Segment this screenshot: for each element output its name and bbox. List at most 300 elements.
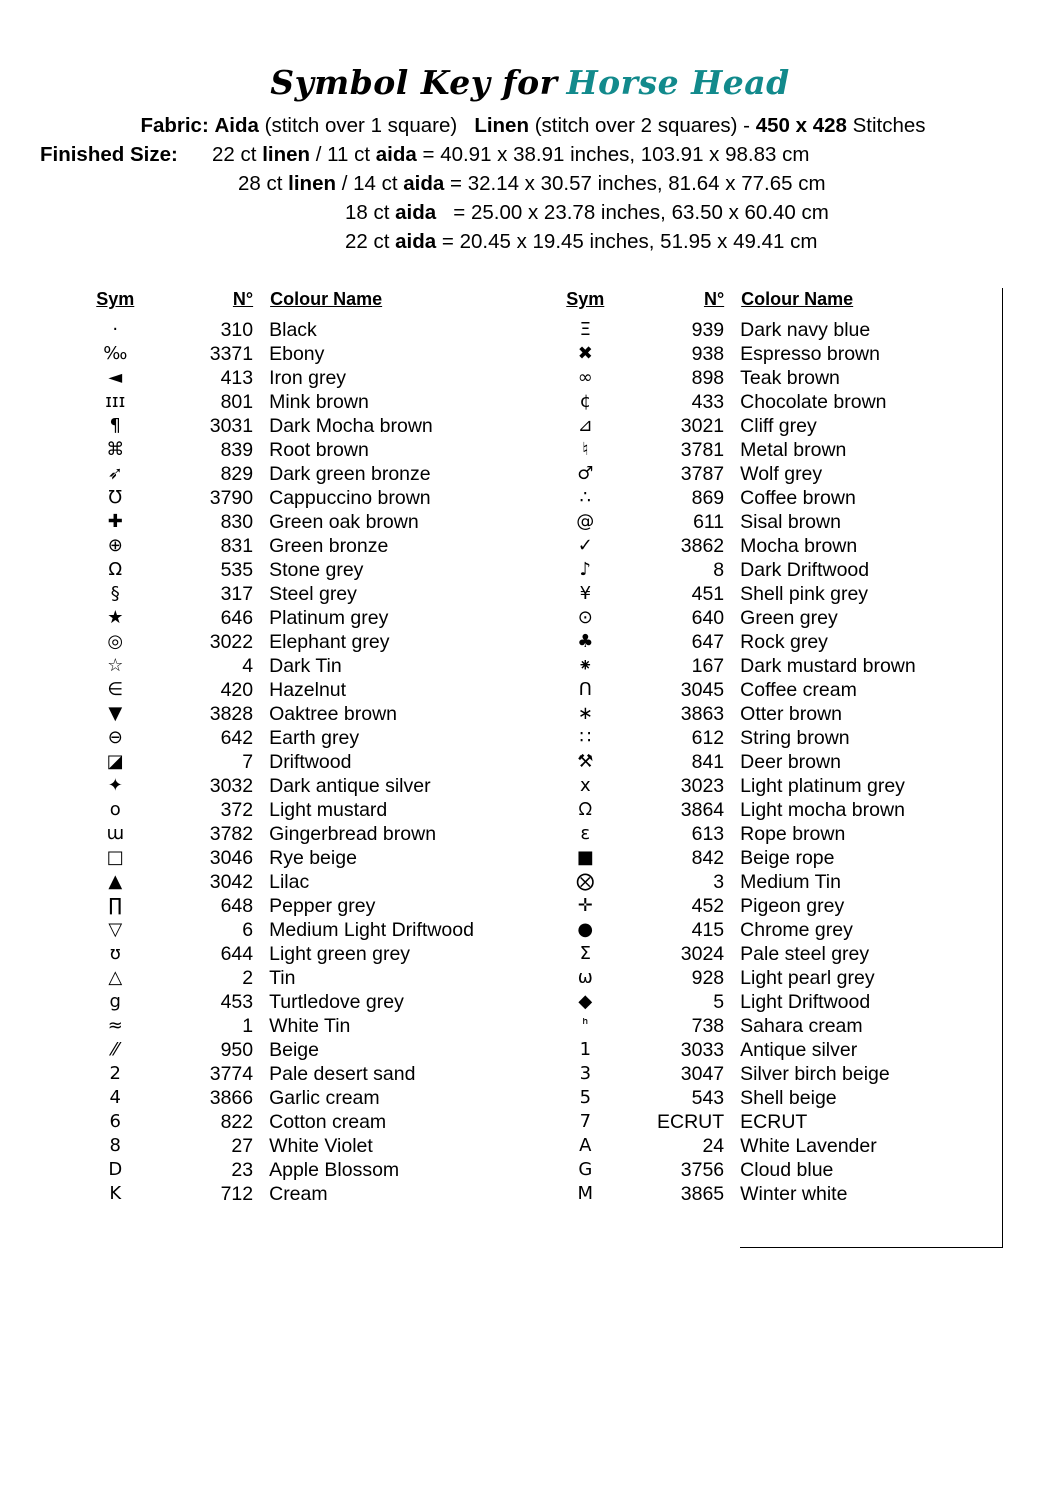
size-material-a-1: linen [262, 143, 311, 167]
table-row [78, 702, 548, 726]
title-prefix: Symbol Key for [270, 63, 558, 102]
table-row [78, 846, 548, 870]
colour-name: Teak brown [740, 367, 840, 389]
stitch-count: 450 x 428 [755, 114, 847, 137]
colour-number: 433 [691, 391, 725, 413]
colour-number: 3828 [209, 703, 254, 725]
table-row [78, 678, 548, 702]
table-row [78, 630, 548, 654]
colour-number: 3781 [680, 439, 725, 461]
colour-name: Root brown [269, 439, 369, 461]
colour-symbol: ♂ [577, 463, 594, 484]
colour-name: Turtledove grey [269, 991, 404, 1013]
colour-symbol: ◪ [106, 751, 124, 772]
colour-name: Ebony [269, 343, 325, 365]
symbol-key-table [0, 288, 1060, 1206]
colour-name: Dark navy blue [740, 319, 871, 341]
colour-symbol: M [577, 1183, 594, 1204]
size-value-3: 25.00 x 23.78 inches, 63.50 x 60.40 cm [470, 201, 829, 225]
colour-number: 3790 [209, 487, 254, 509]
table-row [78, 1110, 548, 1134]
size-separator-1: / [315, 143, 322, 167]
colour-symbol: 6 [109, 1111, 121, 1132]
stitch-count-suffix: Stitches [852, 114, 926, 137]
table-row [548, 894, 1018, 918]
size-equals-4: = [441, 230, 454, 254]
colour-name: Chocolate brown [740, 391, 887, 413]
colour-symbol: 4 [109, 1087, 121, 1108]
table-row [78, 1182, 548, 1206]
table-row [78, 918, 548, 942]
colour-symbol: ʊ [109, 943, 121, 964]
colour-name: Rock grey [740, 631, 828, 653]
colour-number: 3047 [680, 1063, 725, 1085]
colour-symbol: ⨂ [576, 871, 595, 892]
colour-name: Coffee cream [740, 679, 857, 701]
fabric-info [0, 111, 1060, 257]
table-row [548, 558, 1018, 582]
table-row [78, 438, 548, 462]
size-value-1: 40.91 x 38.91 inches, 103.91 x 98.83 cm [440, 143, 810, 167]
header-name-left: Colour Name [270, 289, 383, 309]
size-separator-2: / [341, 172, 348, 196]
table-row [548, 966, 1018, 990]
colour-symbol: ≈ [107, 1015, 123, 1036]
colour-name: White Violet [269, 1135, 373, 1157]
colour-number: 415 [691, 919, 725, 941]
colour-number: 3782 [209, 823, 254, 845]
colour-name: Iron grey [269, 367, 347, 389]
colour-number: 6 [242, 919, 254, 941]
colour-number: 535 [220, 559, 254, 581]
colour-symbol: ∷ [579, 727, 592, 748]
colour-number: 939 [691, 319, 725, 341]
colour-symbol: ω [577, 967, 593, 988]
colour-symbol: ¥ [579, 583, 592, 604]
colour-name: Cappuccino brown [269, 487, 431, 509]
table-row [78, 942, 548, 966]
finished-size-line-2 [0, 169, 1060, 198]
colour-number: 3024 [680, 943, 725, 965]
colour-number: 822 [220, 1111, 254, 1133]
colour-name: Platinum grey [269, 607, 389, 629]
colour-symbol: ✚ [107, 511, 123, 532]
table-row [548, 1014, 1018, 1038]
colour-number: 831 [220, 535, 254, 557]
colour-symbol: ɪɪɪ [105, 391, 126, 412]
table-row [548, 702, 1018, 726]
size-value-2: 32.14 x 30.57 inches, 81.64 x 77.65 cm [467, 172, 826, 196]
colour-symbol: ★ [107, 607, 124, 628]
size-count-b-2: 14 ct [353, 172, 398, 196]
colour-number: 7 [242, 751, 254, 773]
colour-name: Light platinum grey [740, 775, 905, 797]
table-row [78, 798, 548, 822]
colour-name: Mocha brown [740, 535, 858, 557]
table-row [78, 1158, 548, 1182]
size-value-4: 20.45 x 19.45 inches, 51.95 x 49.41 cm [459, 230, 818, 254]
colour-number: 3032 [209, 775, 254, 797]
table-row [548, 1038, 1018, 1062]
colour-symbol: ⁄⁄ [112, 1039, 119, 1060]
table-row [548, 1086, 1018, 1110]
colour-number: 640 [691, 607, 725, 629]
colour-symbol: ɛ [580, 823, 591, 844]
finished-size-line-4 [0, 227, 1060, 256]
colour-number: 3023 [680, 775, 725, 797]
colour-name: Light Driftwood [740, 991, 871, 1013]
colour-number: 801 [220, 391, 254, 413]
colour-number: 420 [220, 679, 254, 701]
colour-name: Tin [269, 967, 296, 989]
size-material-a-2: linen [288, 172, 336, 196]
colour-name: Cloud blue [740, 1159, 834, 1181]
table-row [548, 822, 1018, 846]
table-row [548, 414, 1018, 438]
table-row [78, 726, 548, 750]
size-count-b-3: 18 ct [345, 201, 390, 225]
colour-name: Lilac [269, 871, 310, 893]
colour-number: 3021 [680, 415, 725, 437]
colour-symbol: g [109, 991, 121, 1012]
header-symbol-right: Sym [566, 289, 605, 309]
colour-name: Cliff grey [740, 415, 817, 437]
colour-symbol: ¢ [579, 391, 592, 412]
colour-symbol: ℧ [108, 487, 123, 508]
colour-number: 3042 [209, 871, 254, 893]
colour-name: Stone grey [269, 559, 364, 581]
colour-number: 938 [691, 343, 725, 365]
colour-name: Shell pink grey [740, 583, 869, 605]
colour-symbol: ♪ [579, 559, 592, 580]
colour-symbol: ⊕ [107, 535, 123, 556]
colour-symbol: ▲ [108, 871, 123, 892]
colour-name: Wolf grey [740, 463, 823, 485]
table-row [78, 510, 548, 534]
colour-number: 3033 [680, 1039, 725, 1061]
colour-name: Chrome grey [740, 919, 853, 941]
key-frame-bottom-rule [740, 1247, 1003, 1248]
colour-symbol: ◎ [107, 631, 124, 652]
table-row [548, 630, 1018, 654]
colour-number: 3031 [209, 415, 254, 437]
page-title [0, 63, 1060, 102]
colour-number: 738 [691, 1015, 725, 1037]
colour-symbol: 1 [579, 1039, 592, 1060]
colour-symbol: @ [576, 511, 595, 532]
header-number-right: N° [703, 289, 725, 309]
fabric-linen-note: (stitch over 2 squares) - [534, 114, 751, 137]
colour-symbol: ☆ [107, 655, 124, 676]
colour-symbol: ⁕ [577, 655, 593, 676]
header-symbol-left: Sym [96, 289, 135, 309]
colour-symbol: ✛ [577, 895, 593, 916]
colour-number: 612 [691, 727, 725, 749]
size-count-a-1: 22 ct [212, 143, 257, 167]
finished-size-label: Finished Size: [40, 143, 178, 167]
table-row [78, 414, 548, 438]
table-row [548, 1134, 1018, 1158]
colour-number: 24 [702, 1135, 725, 1157]
key-column-left [78, 288, 548, 1206]
colour-number: 646 [220, 607, 254, 629]
table-row [78, 582, 548, 606]
colour-symbol: ■ [576, 847, 594, 868]
colour-name: Antique silver [740, 1039, 858, 1061]
colour-number: 3862 [680, 535, 725, 557]
colour-symbol: ∗ [577, 703, 593, 724]
table-row [78, 822, 548, 846]
colour-number: 27 [231, 1135, 254, 1157]
table-row [78, 894, 548, 918]
size-equals-3: = [453, 201, 466, 225]
colour-name: Rope brown [740, 823, 846, 845]
table-row [78, 486, 548, 510]
table-row [548, 918, 1018, 942]
colour-name: White Tin [269, 1015, 351, 1037]
colour-symbol: 5 [579, 1087, 592, 1108]
colour-symbol: ɯ [106, 823, 125, 844]
table-row [548, 1062, 1018, 1086]
colour-number: 3022 [209, 631, 254, 653]
colour-symbol: ⊿ [577, 415, 593, 436]
colour-name: Mink brown [269, 391, 369, 413]
size-equals-2: = [450, 172, 462, 196]
table-row [78, 366, 548, 390]
colour-name: Sisal brown [740, 511, 841, 533]
colour-number: 372 [220, 799, 254, 821]
table-row [548, 606, 1018, 630]
colour-name: Otter brown [740, 703, 843, 725]
colour-number: 5 [713, 991, 725, 1013]
colour-symbol: § [110, 583, 120, 604]
colour-number: 3866 [209, 1087, 254, 1109]
colour-symbol: x [579, 775, 591, 796]
table-row [548, 438, 1018, 462]
colour-symbol: G [578, 1159, 593, 1180]
table-row [548, 390, 1018, 414]
table-row [548, 582, 1018, 606]
colour-symbol: ◄ [108, 367, 123, 388]
colour-symbol: Ξ [579, 319, 591, 340]
table-row [78, 654, 548, 678]
table-row [78, 990, 548, 1014]
colour-name: Cream [269, 1183, 328, 1205]
table-row [548, 798, 1018, 822]
colour-name: Black [269, 319, 317, 341]
size-count-b-4: 22 ct [345, 230, 390, 254]
colour-name: ECRUT [740, 1111, 808, 1133]
colour-name: Dark Mocha brown [269, 415, 433, 437]
colour-name: Hazelnut [269, 679, 347, 701]
size-equals-1: = [422, 143, 435, 167]
colour-number: 317 [220, 583, 254, 605]
colour-number: 167 [691, 655, 725, 677]
colour-name: Light green grey [269, 943, 411, 965]
colour-name: Beige rope [740, 847, 835, 869]
colour-symbol: ◆ [578, 991, 593, 1012]
colour-symbol: ➶ [107, 463, 123, 484]
colour-number: 413 [220, 367, 254, 389]
colour-name: Rye beige [269, 847, 357, 869]
colour-name: Coffee brown [740, 487, 856, 509]
size-material-b-1: aida [375, 143, 417, 167]
colour-name: Dark Tin [269, 655, 342, 677]
colour-symbol: ᑎ [578, 679, 592, 700]
colour-number: 1 [242, 1015, 254, 1037]
table-row [78, 318, 548, 342]
colour-symbol: ⊖ [107, 727, 123, 748]
colour-number: 451 [691, 583, 725, 605]
colour-name: Beige [269, 1039, 319, 1061]
table-row [548, 654, 1018, 678]
colour-name: Oaktree brown [269, 703, 398, 725]
table-row [78, 534, 548, 558]
finished-size-line-3 [0, 198, 1060, 227]
table-row [548, 774, 1018, 798]
colour-name: Pepper grey [269, 895, 376, 917]
colour-number: 841 [691, 751, 725, 773]
colour-number: 869 [691, 487, 725, 509]
colour-name: Medium Light Driftwood [269, 919, 474, 941]
colour-number: 3756 [680, 1159, 725, 1181]
table-row [548, 342, 1018, 366]
colour-number: 3046 [209, 847, 254, 869]
colour-symbol: ⚒ [577, 751, 594, 772]
key-frame-right-rule [1002, 288, 1003, 1248]
table-row [78, 774, 548, 798]
colour-number: 3864 [680, 799, 725, 821]
colour-number: 2 [242, 967, 254, 989]
colour-symbol: ✦ [107, 775, 123, 796]
colour-number: 712 [220, 1183, 254, 1205]
colour-number: 23 [231, 1159, 254, 1181]
colour-name: Light pearl grey [740, 967, 875, 989]
fabric-aida-note: (stitch over 1 square) [264, 114, 458, 137]
table-row [78, 750, 548, 774]
fabric-aida: Aida [214, 114, 259, 137]
colour-symbol: □ [106, 847, 124, 868]
size-count-a-2: 28 ct [238, 172, 283, 196]
fabric-linen: Linen [474, 114, 529, 137]
size-count-b-1: 11 ct [327, 143, 371, 167]
colour-name: Dark antique silver [269, 775, 431, 797]
colour-number: 829 [220, 463, 254, 485]
colour-symbol: A [579, 1135, 592, 1156]
colour-symbol: ⊙ [577, 607, 593, 628]
colour-symbol: ✓ [577, 535, 593, 556]
colour-number: 453 [220, 991, 254, 1013]
table-row [548, 870, 1018, 894]
colour-symbol: 7 [579, 1111, 592, 1132]
colour-number: 3863 [680, 703, 725, 725]
colour-name: Cotton cream [269, 1111, 387, 1133]
colour-symbol: ᘯ [578, 799, 593, 820]
colour-name: Dark green bronze [269, 463, 431, 485]
colour-name: String brown [740, 727, 850, 749]
colour-symbol: D [108, 1159, 123, 1180]
colour-number: 642 [220, 727, 254, 749]
fabric-label: Fabric: [140, 114, 209, 137]
table-row [548, 1110, 1018, 1134]
colour-symbol: ∞ [577, 367, 593, 388]
colour-name: Light mustard [269, 799, 388, 821]
table-row [78, 390, 548, 414]
colour-number: 898 [691, 367, 725, 389]
colour-name: Dark Driftwood [740, 559, 870, 581]
colour-symbol: ♮ [582, 439, 589, 460]
table-row [78, 558, 548, 582]
finished-size-line-1 [0, 140, 1060, 169]
colour-number: 4 [242, 655, 254, 677]
colour-number: 644 [220, 943, 254, 965]
colour-name: White Lavender [740, 1135, 877, 1157]
colour-symbol: ⌘ [106, 439, 125, 460]
table-row [78, 462, 548, 486]
colour-number: 3865 [680, 1183, 725, 1205]
colour-symbol: ᑋ [582, 1015, 589, 1036]
colour-name: Silver birch beige [740, 1063, 890, 1085]
table-row [548, 678, 1018, 702]
fabric-line [0, 111, 1060, 140]
table-row [78, 342, 548, 366]
colour-symbol: ✖ [577, 343, 593, 364]
size-material-b-4: aida [395, 230, 437, 254]
colour-name: Shell beige [740, 1087, 837, 1109]
colour-name: Deer brown [740, 751, 841, 773]
colour-symbol: ∈ [107, 679, 124, 700]
colour-name: Light mocha brown [740, 799, 905, 821]
colour-symbol: ∴ [579, 487, 592, 508]
colour-name: Green bronze [269, 535, 389, 557]
colour-name: Elephant grey [269, 631, 390, 653]
colour-name: Earth grey [269, 727, 360, 749]
table-row [548, 942, 1018, 966]
colour-number: 3787 [680, 463, 725, 485]
colour-symbol: ♣ [577, 631, 594, 652]
colour-name: Dark mustard brown [740, 655, 916, 677]
table-row [548, 318, 1018, 342]
colour-symbol: ‰ [103, 343, 128, 364]
table-row [548, 1182, 1018, 1206]
colour-name: Medium Tin [740, 871, 841, 893]
colour-number: ECRUT [656, 1111, 725, 1133]
colour-number: 543 [691, 1087, 725, 1109]
colour-number: 830 [220, 511, 254, 533]
colour-number: 3371 [209, 343, 254, 365]
key-column-right [548, 288, 1018, 1206]
table-row [548, 510, 1018, 534]
colour-number: 842 [691, 847, 725, 869]
colour-symbol: Ω [108, 559, 123, 580]
colour-name: Apple Blossom [269, 1159, 400, 1181]
size-material-b-3: aida [395, 201, 437, 225]
table-row [548, 990, 1018, 1014]
colour-name: Espresso brown [740, 343, 880, 365]
colour-symbol: ¶ [109, 415, 121, 436]
colour-symbol: △ [108, 967, 123, 988]
colour-symbol: ▼ [108, 703, 123, 724]
table-row [78, 1014, 548, 1038]
table-row [78, 1086, 548, 1110]
colour-name: Metal brown [740, 439, 847, 461]
table-row [548, 1158, 1018, 1182]
colour-symbol: Σ [579, 943, 591, 964]
colour-name: Green grey [740, 607, 838, 629]
table-row [548, 486, 1018, 510]
colour-number: 310 [220, 319, 254, 341]
table-row [548, 462, 1018, 486]
